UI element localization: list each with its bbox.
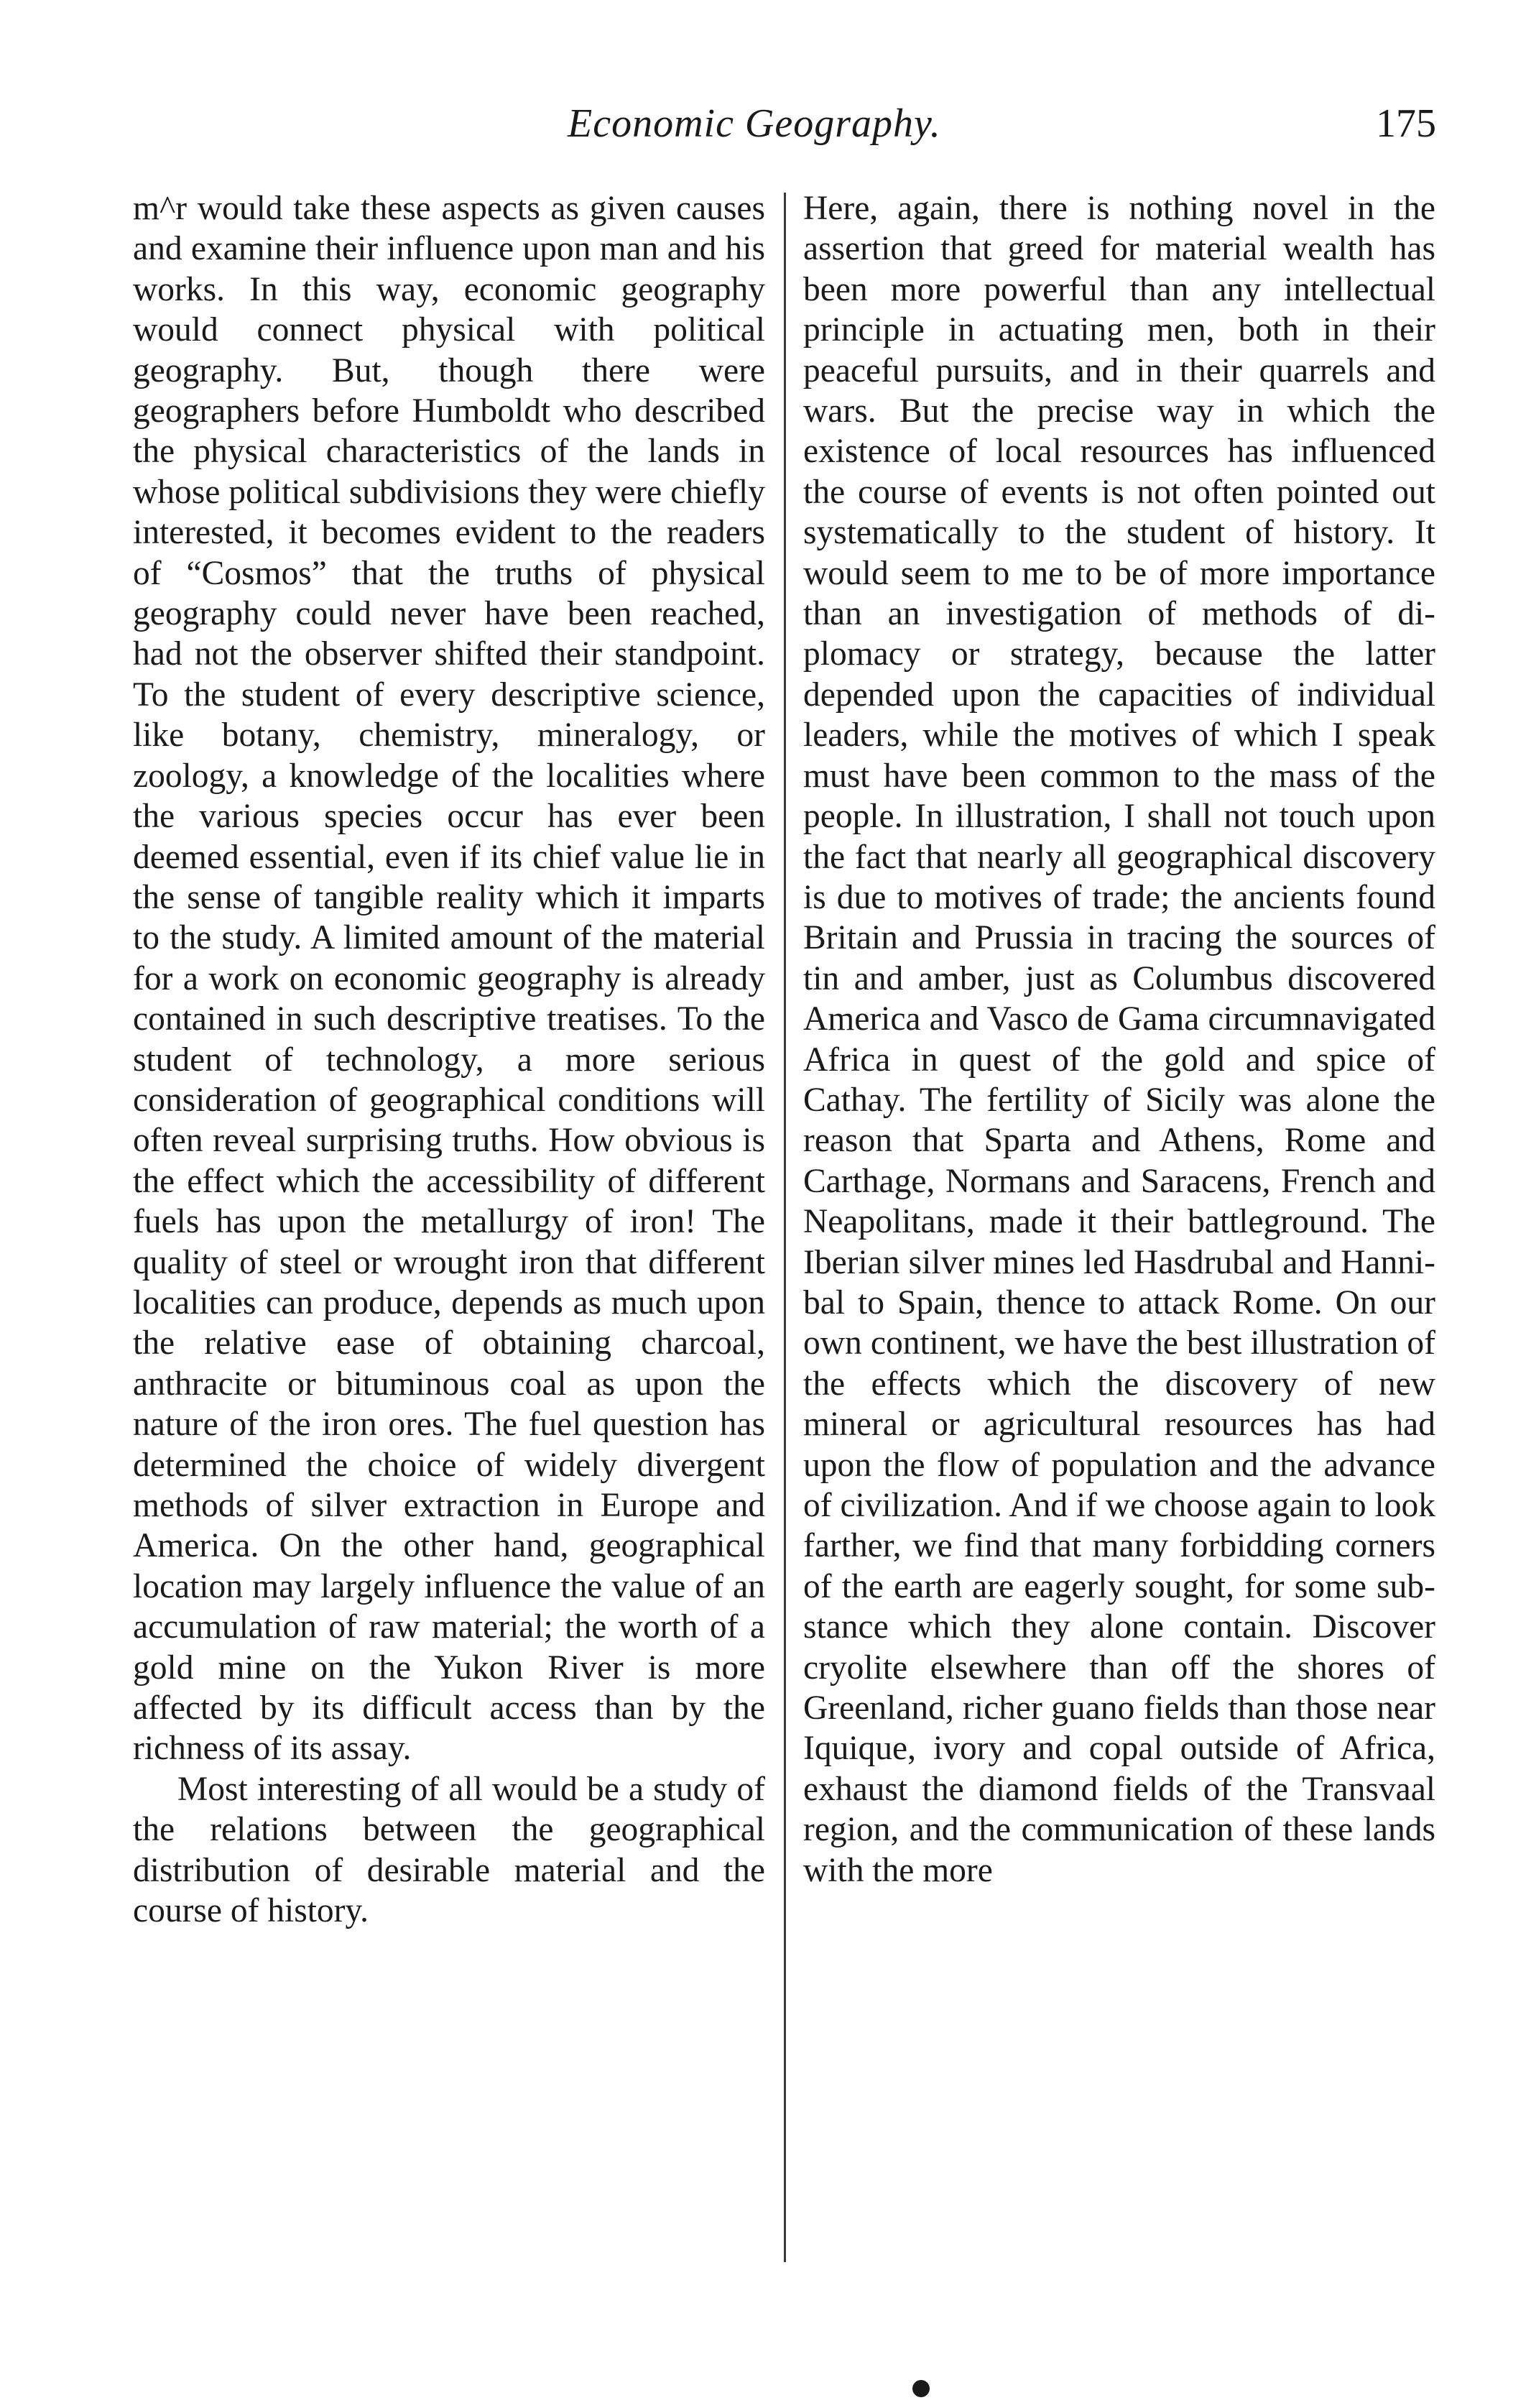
running-head <box>0 101 1531 158</box>
running-title: Economic Geography. <box>568 101 941 146</box>
right-paragraph-1: Here, again, there is nothing novel in the assertion that greed for material wealth has been more powerful than any intellectual principle in actuating men, both in their peaceful pursuits, and in their quarrels and wars. But the precise way in which the existence of local resources has influenced the course of events is not often pointed out systematically to the student of history. It would seem to me to be of more importance than an investigation of methods of diplomacy or strategy, because the latter depended upon the capacities of individual leaders, while the motives of which I speak must have been common to the mass of the people. In illustration, I shall not touch upon the fact that nearly all geographical discovery is due to motives of trade; the ancients found Britain and Prussia in tracing the sources of tin and amber, just as Columbus discovered America and Vasco de Gama circumnavigated Africa in quest of the gold and spice of Cathay. The fertility of Sicily was alone the reason that Sparta and Athens, Rome and Carthage, Normans and Saracens, French and Neapolitans, made it their battleground. The Iberian silver mines led Hasdrubal and Hannibal to Spain, thence to attack Rome. On our own continent, we have the best illustration of the effects which the discovery of new mineral or agricultural resources has had upon the flow of population and the advance of civilization. And if we choose again to look farther, we find that many forbidding corners of the earth are eagerly sought, for some substance which they alone contain. Discover cryolite elsewhere than off the shores of Greenland, richer guano fields than those near Iquique, ivory and copal outside of Africa, exhaust the diamond fields of the Transvaal region, and the communication of these lands with the more <box>803 190 1435 1889</box>
footer-ink-mark <box>912 2380 930 2397</box>
left-paragraph-1: m^r would take these aspects as given causes and examine their influence upon man and his works. In this way, economic geography would connect physical with political geography. But, though there were geographers before Humboldt who described the physical characteristics of the lands in whose political subdivisions they were chiefly interested, it becomes evident to the readers of “Cosmos” that the truths of physical geography could never have been reached, had not the observer shifted their standpoint. To the student of every descriptive science, like botany, chemistry, mineralogy, or zoology, a knowledge of the localities where the various species occur has ever been deemed essential, even if its chief value lie in the sense of tangible reality which it imparts to the study. A limited amount of the material for a work on economic geography is already contained in such descriptive treatises. To the student of technology, a more serious consideration of geographical conditions will often reveal surprising truths. How obvious is the effect which the accessibility of different fuels has upon the metallurgy of iron! The quality of steel or wrought iron that different localities can produce, depends as much upon the relative ease of obtaining charcoal, anthracite or bituminous coal as upon the nature of the iron ores. The fuel question has determined the choice of widely divergent methods of silver extraction in Europe and America. On the other hand, geographical location may largely influence the value of an accumulation of raw material; the worth of a gold mine on the Yukon River is more affected by its difficult access than by the richness of its assay. <box>133 190 765 1768</box>
column-divider <box>784 193 786 2262</box>
left-column <box>133 188 765 1931</box>
left-paragraph-2: Most interesting of all would be a study of the relations between the geographical distribution of desirable material and the course of history. <box>133 1770 765 1930</box>
page-number: 175 <box>1376 101 1436 146</box>
right-column <box>803 188 1435 1891</box>
